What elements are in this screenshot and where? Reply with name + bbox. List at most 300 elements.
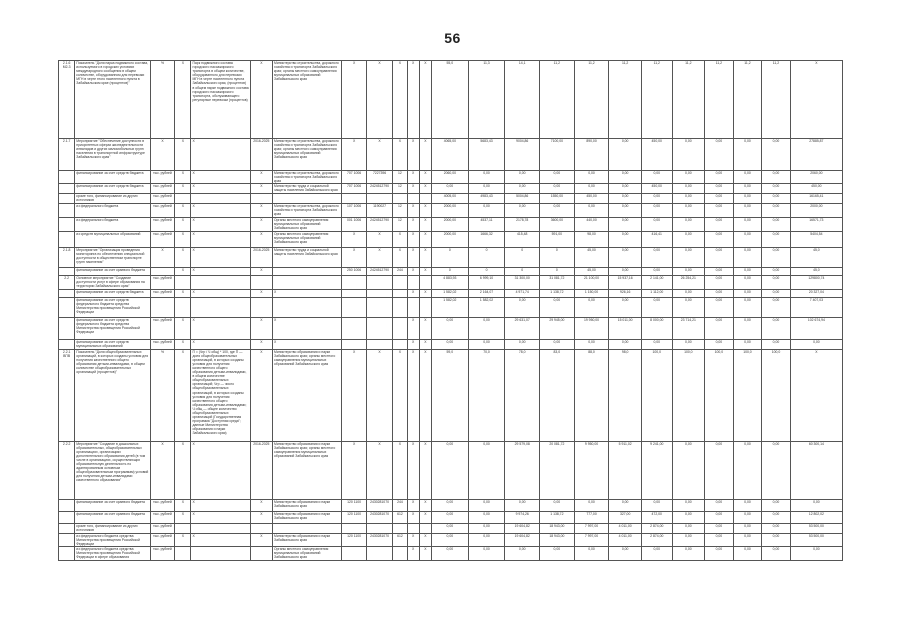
table-cell: 926,16 (609, 289, 642, 297)
table-cell: Министерство строительства, дорожного хозяйства и транспорта Забайкальского края; органы местного самоуправления муниципальных образований Забайкальского края (273, 61, 342, 139)
table-cell: Х (250, 217, 272, 231)
table-cell: 0,00 (609, 231, 642, 247)
table-cell: 0,00 (432, 184, 469, 194)
table-cell: 0,00 (733, 523, 762, 533)
table-cell: 6 999,10 (468, 275, 505, 289)
table-cell: 0,00 (641, 499, 672, 511)
table-cell: 0,00 (705, 204, 734, 217)
table-cell: финансирование за счет средств федерального бюджета средства Министерства просвещения Российской Федерации (75, 317, 150, 339)
table-cell: Х (273, 289, 342, 297)
table-cell: 60 300,14 (790, 441, 842, 499)
table-cell: Х (407, 289, 419, 297)
table-cell (59, 194, 75, 204)
table-cell: 0 (432, 247, 469, 267)
table-cell: 4 971,74 (505, 289, 540, 297)
table-cell (366, 289, 393, 297)
table-cell: Показатель "Доля общеобразовательных организаций, в которых созданы условия для получения качественного общего образования детьми-инвалидами, в общем количестве общеобразовательных организаций (процентов)" (75, 349, 150, 441)
table-cell: 31 081,72 (540, 275, 575, 289)
table-cell: 0,00 (432, 546, 469, 560)
table-cell: 0,00 (609, 217, 642, 231)
table-cell (366, 275, 393, 289)
table-cell: тыс. рублей (150, 194, 174, 204)
table-cell: 11,2 (574, 61, 609, 139)
table-cell: 29 631,07 (505, 317, 540, 339)
table-cell: 0,00 (672, 523, 705, 533)
table-cell (175, 523, 191, 533)
table-cell: 0,00 (641, 171, 672, 184)
table-cell: 591,00 (540, 231, 575, 247)
table-cell: 100,0 (641, 349, 672, 441)
table-cell: Х (407, 231, 419, 247)
table-cell: 20 081,72 (540, 441, 575, 499)
table-cell: 0,00 (540, 546, 575, 560)
table-cell: Х (419, 317, 431, 339)
table-row (59, 499, 843, 511)
table-cell: Показатель "Доля парка подвижного состава, используемого в городских условиях международного сообщения в общем количестве, оборудованном для перевозки МГН в черте этого населенного пункта в Забайкальском крае (процентов)" (75, 61, 150, 139)
table-cell: 15 011,00 (609, 317, 642, 339)
table-cell: Х (407, 533, 419, 546)
table-cell: Х (250, 339, 272, 349)
table-cell: 0,00 (705, 297, 734, 317)
table-cell: 107 1006 (342, 204, 366, 217)
table-cell: 0,00 (540, 339, 575, 349)
table-cell: 0 (468, 247, 505, 267)
table-cell: 0,00 (609, 297, 642, 317)
table-cell: Х (366, 231, 393, 247)
table-cell (250, 523, 272, 533)
table-cell: 0 (432, 267, 469, 275)
table-cell: Х (407, 349, 419, 441)
table-cell: Х (342, 231, 366, 247)
table-cell: 0,00 (468, 499, 505, 511)
table-cell: Х (342, 349, 366, 441)
table-cell: 2430281070 (366, 533, 393, 546)
table-cell: 0,00 (762, 204, 791, 217)
table-cell: Х (419, 184, 431, 194)
table-cell: 100,0 (762, 349, 791, 441)
table-cell: 11,2 (733, 61, 762, 139)
table-cell: тыс. рублей (150, 339, 174, 349)
table-cell: 0,00 (540, 204, 575, 217)
table-row (59, 349, 843, 441)
table-cell: Х (191, 267, 250, 275)
table-cell: 0,00 (468, 523, 505, 533)
table-cell: 416,41 (641, 231, 672, 247)
table-cell: 102 674,94 (790, 317, 842, 339)
table-cell: Органы местного самоуправления муниципальных образований Забайкальского края (273, 217, 342, 231)
table-cell: Х (419, 546, 431, 560)
table-cell (342, 289, 366, 297)
table-cell: 0,00 (705, 339, 734, 349)
table-cell: 11,3 (468, 61, 505, 139)
table-cell: кроме того, финансирование из других источников (75, 194, 150, 204)
table-cell: Х (419, 139, 431, 171)
table-row (59, 297, 843, 317)
table-cell: 0,00 (432, 511, 469, 523)
table-cell: 0,00 (432, 441, 469, 499)
table-cell: 2 141,00 (641, 275, 672, 289)
table-cell: 45,00 (574, 267, 609, 275)
table-cell: 7 997,00 (574, 533, 609, 546)
table-cell: 0,00 (468, 546, 505, 560)
table-cell: 0,00 (672, 511, 705, 523)
table-cell: 2016-2025 (250, 441, 272, 499)
table-cell (175, 546, 191, 560)
table-cell: 0,00 (705, 194, 734, 204)
table-cell: 0,00 (672, 247, 705, 267)
table-cell: Основное мероприятие "Создание доступности услуг в сфере образования на территории Забайкальского края" (75, 275, 150, 289)
table-cell: Х (393, 349, 407, 441)
table-cell: 0,00 (641, 247, 672, 267)
table-cell: 0,00 (574, 339, 609, 349)
table-cell: 450,00 (641, 184, 672, 194)
table-cell: 0,00 (733, 184, 762, 194)
program-table-sheet (58, 60, 843, 561)
table-row (59, 523, 843, 533)
table-cell (419, 523, 431, 533)
table-cell: 890,00 (574, 139, 609, 171)
table-cell: 0,00 (432, 499, 469, 511)
table-cell (407, 297, 419, 317)
table-cell: 415,48 (505, 231, 540, 247)
table-cell: 0,00 (705, 511, 734, 523)
table-cell: Х (191, 171, 250, 184)
table-cell: Х (342, 139, 366, 171)
table-cell: 0,00 (733, 339, 762, 349)
table-cell (342, 523, 366, 533)
table-cell: Х (250, 289, 272, 297)
table-cell: 0,00 (790, 546, 842, 560)
table-row (59, 275, 843, 289)
table-cell (419, 297, 431, 317)
table-cell: 2424512790 (366, 217, 393, 231)
table-cell: Х (191, 231, 250, 247)
table-cell: 450,00 (574, 194, 609, 204)
table-cell: тыс. рублей (150, 546, 174, 560)
table-cell: 0,00 (609, 171, 642, 184)
table-cell: тыс. рублей (150, 511, 174, 523)
table-cell: Мероприятие "Обеспечение доступности в приоритетных сферах жизнедеятельности инвалидов и других маломобильных групп населения в транспортной инфраструктуре Забайкальского края" (75, 139, 150, 171)
table-cell (407, 523, 419, 533)
table-cell: 0,00 (762, 217, 791, 231)
table-cell (419, 194, 431, 204)
table-cell (59, 339, 75, 349)
table-cell: 0,00 (762, 511, 791, 523)
table-cell: 0,00 (733, 231, 762, 247)
table-cell: 2.1.8 (59, 247, 75, 267)
table-cell: 98,0 (609, 349, 642, 441)
table-cell: 0,00 (762, 523, 791, 533)
table-cell: 120 1100 (342, 511, 366, 523)
table-cell: 0,00 (705, 267, 734, 275)
table-cell: Х (175, 349, 191, 441)
table-cell: 120 1100 (342, 533, 366, 546)
table-cell: Х (419, 217, 431, 231)
table-cell: Х (191, 441, 250, 499)
table-cell: 4537,11 (468, 217, 505, 231)
table-cell: Х (191, 184, 250, 194)
table-cell (250, 546, 272, 560)
table-cell: Х (419, 499, 431, 511)
table-cell: 0,00 (672, 139, 705, 171)
table-cell: тыс. рублей (150, 171, 174, 184)
table-cell (342, 317, 366, 339)
table-cell (175, 194, 191, 204)
table-cell: Х (175, 499, 191, 511)
table-cell: финансирование за счет краевого бюджета (75, 499, 150, 511)
table-cell: тыс. рублей (150, 275, 174, 289)
table-cell (59, 523, 75, 533)
table-cell: 2.2.1 ВПВ (59, 349, 75, 441)
table-cell: Х (250, 171, 272, 184)
table-cell: Министерство строительства, дорожного хозяйства и транспорта Забайкальского края; органы местного самоуправления муниципальных образований Забайкальского края (273, 139, 342, 171)
table-cell: 0,00 (672, 231, 705, 247)
table-cell: 2016-2025 (250, 139, 272, 171)
table-cell: 0,00 (505, 499, 540, 511)
table-cell: Х (175, 441, 191, 499)
table-cell: 0,00 (609, 546, 642, 560)
table-cell: 11,2 (609, 61, 642, 139)
table-cell: Х (250, 349, 272, 441)
table-cell: 15 937,16 (609, 275, 642, 289)
table-cell: Министерство образования и науки Забайкальского края (273, 533, 342, 546)
table-cell: Х (250, 184, 272, 194)
table-cell: Х (175, 171, 191, 184)
table-cell: 0,00 (762, 317, 791, 339)
table-cell: Х (407, 546, 419, 560)
table-cell: 0,00 (705, 289, 734, 297)
table-cell: 100,0 (705, 349, 734, 441)
table-cell (407, 194, 419, 204)
table-cell: Х (191, 511, 250, 523)
table-cell: Х (250, 231, 272, 247)
table-cell: 0,00 (672, 289, 705, 297)
table-cell (393, 546, 407, 560)
table-row (59, 204, 843, 217)
table-cell: 0,00 (733, 217, 762, 231)
table-cell: 2.1.7 (59, 139, 75, 171)
table-cell (175, 297, 191, 317)
table-cell: Х (366, 441, 393, 499)
table-cell: Х (175, 267, 191, 275)
table-cell: 45,00 (574, 247, 609, 267)
table-cell: 1 138,72 (540, 511, 575, 523)
table-cell: 0 (540, 247, 575, 267)
table-cell: 55,0 (432, 61, 469, 139)
table-cell: 0,00 (468, 533, 505, 546)
table-cell (393, 317, 407, 339)
table-cell: 0,00 (762, 184, 791, 194)
table-cell: Х (175, 339, 191, 349)
table-cell: Х (342, 441, 366, 499)
table-cell: Х (407, 184, 419, 194)
table-cell: 1666,32 (468, 231, 505, 247)
table-cell: 19 604,82 (505, 533, 540, 546)
table-cell: 1 582,02 (432, 297, 469, 317)
table-cell: 5683,43 (468, 139, 505, 171)
table-cell: 0,00 (432, 533, 469, 546)
table-cell (393, 297, 407, 317)
table-cell: 0,00 (733, 533, 762, 546)
table-cell: 0,00 (762, 339, 791, 349)
table-cell: 1 138,72 (540, 289, 575, 297)
table-cell: П = (Чгр / Ч общ) * 100, где П — доля общеобразовательных организаций, в которых созданы условия для получения качественного общего образования детьми-инвалидами, в общем количестве общеобразовательных организаций; Чгр — число общеобразовательных организаций, в которых созданы условия для получения качественного общего образования детьми-инвалидами; Ч общ — общее количество общеобразовательных организаций (Государственная программа "Доступная среда"; данные Министерства образования и науки Забайкальского края) (191, 349, 250, 441)
table-cell: 327,00 (609, 511, 642, 523)
table-row (59, 533, 843, 546)
table-cell: Х (150, 441, 174, 499)
table-cell: тыс. рублей (150, 217, 174, 231)
table-cell: Х (175, 139, 191, 171)
table-cell: Х (419, 61, 431, 139)
table-cell: Х (407, 204, 419, 217)
table-cell: из федерального бюджета (75, 204, 150, 217)
table-cell: Х (407, 499, 419, 511)
table-cell: 0,00 (468, 339, 505, 349)
table-cell: 18 943,00 (540, 523, 575, 533)
table-cell: 0,00 (505, 204, 540, 217)
table-cell: Х (419, 204, 431, 217)
table-cell (59, 297, 75, 317)
table-cell: 9 974,26 (505, 511, 540, 523)
table-cell: финансирование за счет средств бюджета (75, 171, 150, 184)
table-cell: 0,00 (705, 231, 734, 247)
table-cell: 450,00 (790, 184, 842, 194)
table-cell: 0,00 (762, 441, 791, 499)
table-cell: 1190027 (366, 204, 393, 217)
table-cell: 0,00 (672, 297, 705, 317)
table-cell: 0,00 (505, 297, 540, 317)
table-cell: Х (175, 289, 191, 297)
table-cell: 20 327,04 (790, 289, 842, 297)
table-cell: 98,00 (574, 231, 609, 247)
table-cell: 0,00 (705, 546, 734, 560)
table-cell: 45,0 (790, 267, 842, 275)
table-cell: 0,00 (705, 184, 734, 194)
table-row (59, 247, 843, 267)
table-cell: Х (407, 511, 419, 523)
table-cell: Х (191, 533, 250, 546)
table-cell: 0,00 (762, 267, 791, 275)
table-cell: Мероприятие "Создание в дошкольных образовательных, общеобразовательных организациях, организациях дополнительного образования детей (в том числе в организациях, осуществляющих образовательную деятельность по адаптированным основным общеобразовательным программам) условий для получения детьми-инвалидами качественного образования" (75, 441, 150, 499)
table-cell: тыс. рублей (150, 317, 174, 339)
table-cell: 11,2 (672, 61, 705, 139)
table-cell: 0,00 (733, 546, 762, 560)
table-cell: 0,00 (641, 339, 672, 349)
table-cell (393, 289, 407, 297)
table-cell: 19 950,00 (574, 317, 609, 339)
table-cell: 0,00 (574, 297, 609, 317)
table-cell: 0,00 (705, 499, 734, 511)
table-cell: 5404,54 (790, 231, 842, 247)
table-cell: Мероприятие "Организация проведения мониторинга по обеспечению специальной доступности в общественном транспорте групп населения" (75, 247, 150, 267)
table-cell: Х (366, 349, 393, 441)
table-cell: 0,00 (468, 204, 505, 217)
table-cell: 0,00 (468, 511, 505, 523)
table-cell: 777,00 (574, 511, 609, 523)
table-cell: 27885,87 (790, 139, 842, 171)
table-cell: 11,2 (705, 61, 734, 139)
table-cell: Х (250, 533, 272, 546)
table-cell: Министерство образования и науки Забайкальского края (273, 511, 342, 523)
table-cell: тыс. рублей (150, 184, 174, 194)
table-cell: 2000,00 (432, 217, 469, 231)
table-cell: Х (419, 171, 431, 184)
table-cell (59, 217, 75, 231)
table-cell: 0,00 (641, 194, 672, 204)
table-cell: 45,0 (790, 247, 842, 267)
table-cell: 0,00 (705, 217, 734, 231)
table-cell: Парк подвижного состава городского пассажирского транспорта в общем количестве, оборудованного для перевозки МГН в черте населенного пункта Забайкальского края, (процентов) в общем парке подвижного состава городского пассажирского транспорта, обслуживающего регулярные перевозки (процентов) (191, 61, 250, 139)
table-cell (191, 523, 250, 533)
table-cell: 12 802,02 (790, 511, 842, 523)
table-cell: Х (419, 231, 431, 247)
table-cell: Х (175, 184, 191, 194)
table-cell: 0,00 (609, 139, 642, 171)
table-cell: 0,00 (705, 317, 734, 339)
table-cell (59, 289, 75, 297)
table-cell: 7 997,00 (574, 523, 609, 533)
table-row (59, 289, 843, 297)
table-row (59, 217, 843, 231)
table-cell: 0,00 (705, 275, 734, 289)
table-cell: 0,00 (540, 499, 575, 511)
table-cell: 0,00 (672, 533, 705, 546)
table-cell: 0,00 (733, 441, 762, 499)
table-cell: Х (419, 267, 431, 275)
table-cell: 129800,74 (790, 275, 842, 289)
table-cell: Органы местного самоуправления муниципальных образований Забайкальского края (273, 231, 342, 247)
table-cell: 2178,78 (505, 217, 540, 231)
table-cell (191, 546, 250, 560)
table-cell: Х (191, 247, 250, 267)
table-cell: 12 (393, 184, 407, 194)
table-cell: 1 582,02 (432, 289, 469, 297)
table-cell (273, 194, 342, 204)
table-cell: 18 943,00 (540, 533, 575, 546)
table-cell: Х (366, 61, 393, 139)
table-cell: 0,00 (762, 171, 791, 184)
table-cell: 29 579,08 (505, 441, 540, 499)
table-cell (419, 275, 431, 289)
table-cell: 0,00 (705, 441, 734, 499)
table-cell: 0,00 (733, 289, 762, 297)
table-cell: 0,00 (672, 546, 705, 560)
table-cell: 2 874,00 (641, 523, 672, 533)
table-cell: тыс. рублей (150, 533, 174, 546)
table-cell: 2430281070 (366, 511, 393, 523)
table-cell: Х (393, 247, 407, 267)
table-cell (250, 297, 272, 317)
table-cell: 1 582,02 (468, 297, 505, 317)
table-cell: 4983,43 (468, 194, 505, 204)
table-row (59, 231, 843, 247)
table-cell: 0,00 (705, 171, 734, 184)
table-cell: 450,00 (641, 139, 672, 171)
table-cell (366, 523, 393, 533)
table-cell: Х (250, 499, 272, 511)
table-cell: тыс. рублей (150, 523, 174, 533)
table-cell: 9 241,00 (641, 441, 672, 499)
table-cell: 0,00 (432, 317, 469, 339)
table-cell: Х (407, 217, 419, 231)
table-cell: Органы местного самоуправления муниципальных образований Забайкальского края (273, 546, 342, 560)
table-cell: 707 1006 (342, 184, 366, 194)
table-cell: тыс. рублей (150, 204, 174, 217)
table-cell: Х (175, 231, 191, 247)
table-cell: из федерального бюджета средства Министерства просвещения Российской Федерации в сфере образования (75, 546, 150, 560)
table-cell: 0,00 (672, 194, 705, 204)
table-cell: 0,00 (762, 247, 791, 267)
